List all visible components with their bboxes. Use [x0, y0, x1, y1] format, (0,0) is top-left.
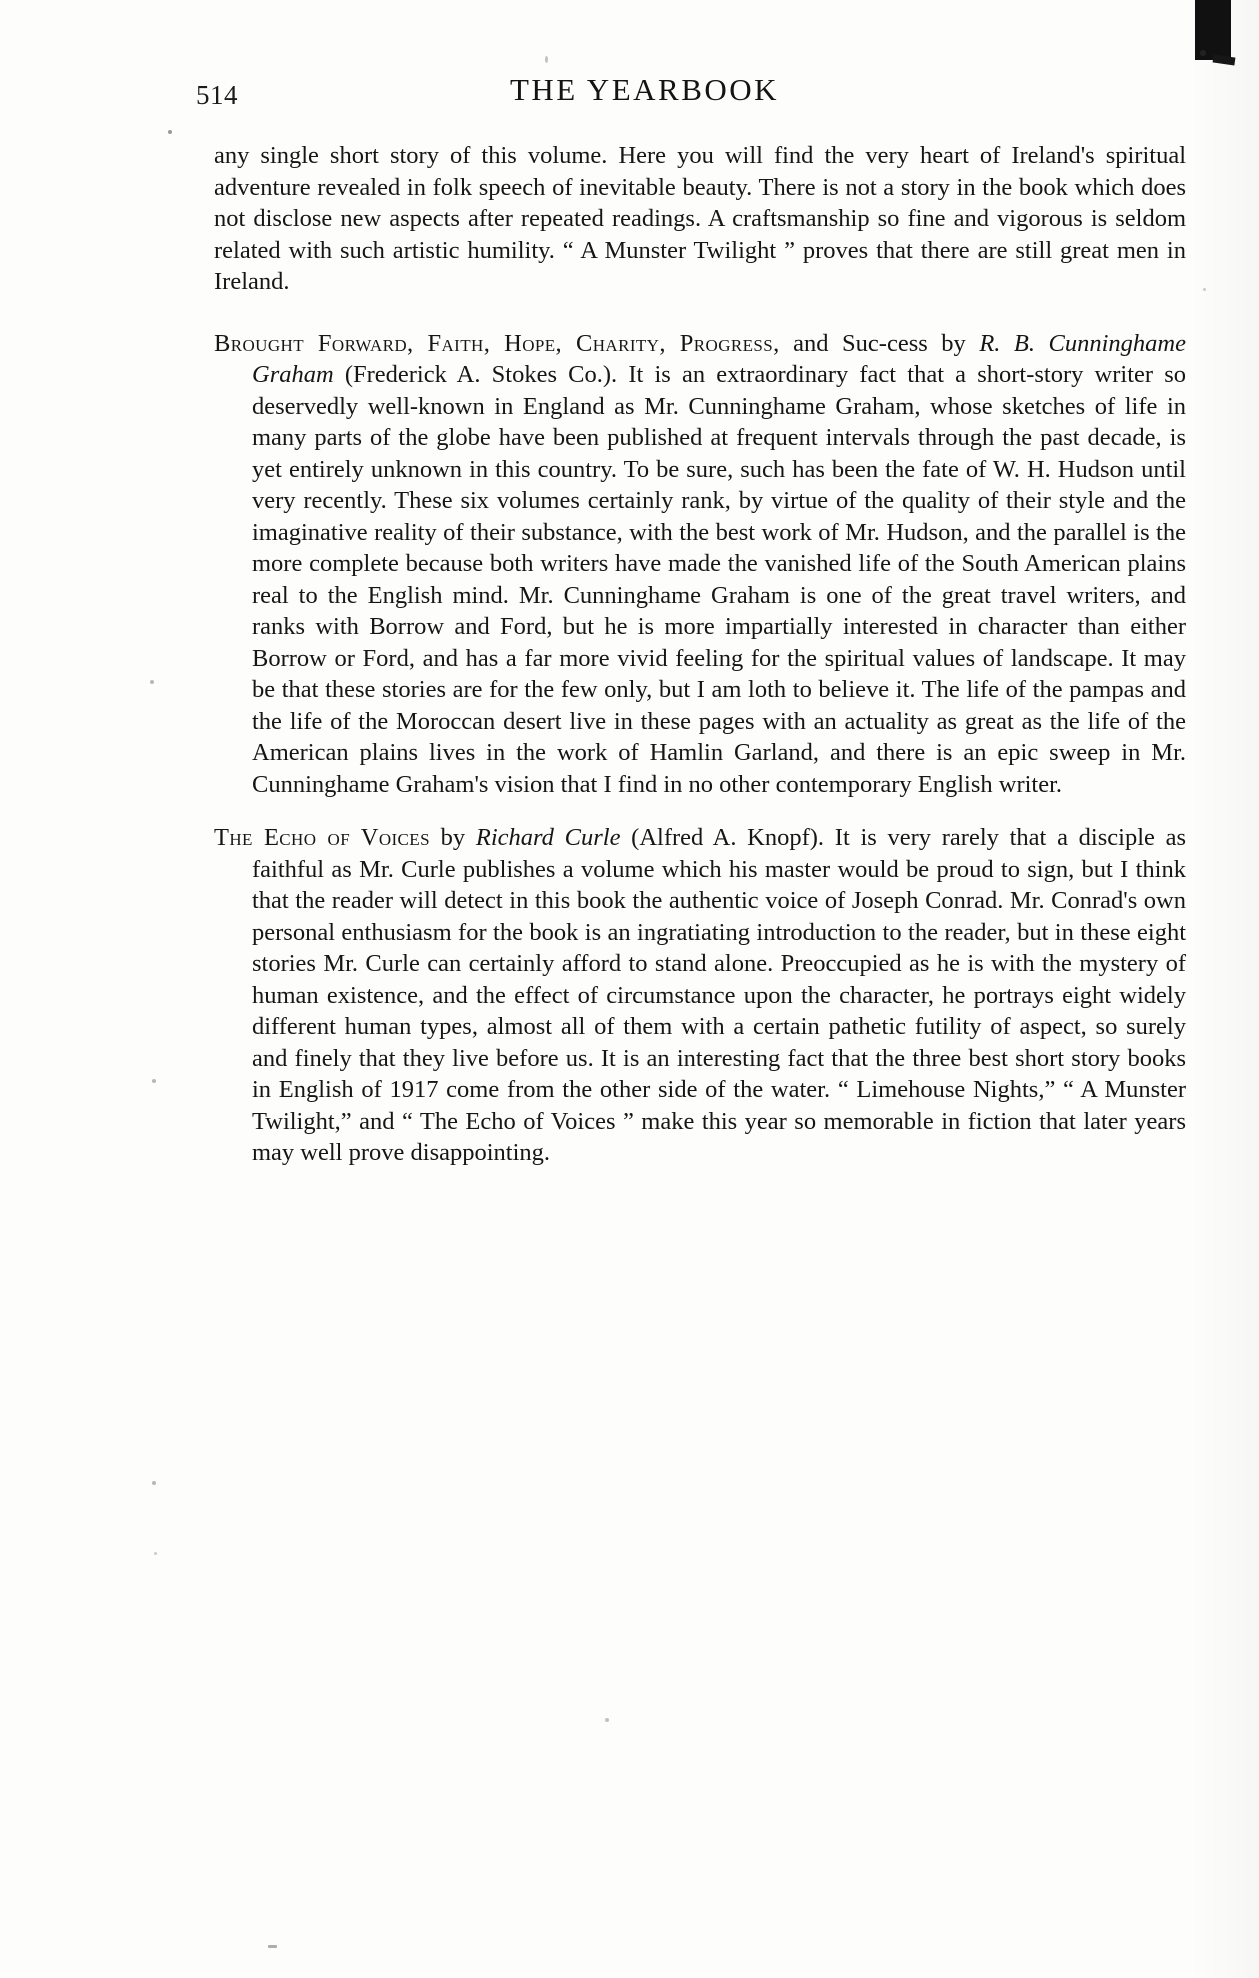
entry-body-text: (Alfred A. Knopf). It is very rarely that a disciple as faithful as Mr. Curle publishes a volume which his master would be proud to sign, but I think that the reader will detect in this book the authentic voice of Joseph Conrad. Mr. Conrad's own personal enthusiasm for the book is an ingratiating introduction to the reader, but in these eight stories Mr. Curle can certainly afford to stand alone. Preoccupied as he is with the mystery of human existence, and the effect of circumstance upon the character, he portrays eight widely different human types, almost all of them with a certain pathetic futility of aspect, so surely and finely that they live before us. It is an interesting fact that the three best short story books in English of 1917 come from the other side of the water. “ Limehouse Nights,” “ A Munster Twilight,” and “ The Echo of Voices ” make this year so memorable in fiction that later years may well prove disappointing.	[252, 824, 1186, 1166]
ink-dot-artifact	[1200, 50, 1206, 56]
ink-tail-artifact	[1213, 55, 1236, 66]
scan-speck	[1203, 288, 1206, 291]
page-edge-shading	[1189, 0, 1259, 1978]
entry-title-tail: by	[429, 824, 476, 851]
body-text-column	[214, 140, 1186, 1191]
entry-body-text: (Frederick A. Stokes Co.). It is an extraordinary fact that a short-story writer so deservedly well-known in England as Mr. Cunninghame Graham, whose sketches of life in many parts of the globe have been published at frequent intervals through the past decade, is yet entirely unknown in this country. To be sure, such has been the fate of W. H. Hudson until very recently. These six volumes certainly rank, by virtue of the quality of their style and the imaginative reality of their substance, with the best work of Mr. Hudson, and the parallel is the more complete because both writers have made the vanished life of the South American plains real to the English mind. Mr. Cunninghame Graham is one of the great travel writers, and ranks with Borrow and Ford, but he is more impartially interested in character than either Borrow or Ford, and has a far more vivid feeling for the spiritual values of landscape. It may be that these stories are for the few only, but I am loth to believe it. The life of the pampas and the life of the Moroccan desert live in these pages with an actuality as great as the life of the American plains lives in the work of Hamlin Garland, and there is an epic sweep in Mr. Cunninghame Graham's vision that I find in no other contemporary English writer.	[252, 361, 1186, 798]
scan-speck	[605, 1718, 609, 1722]
scan-speck	[152, 1079, 156, 1083]
review-entry-echo-of-voices	[214, 822, 1186, 1169]
scan-speck	[168, 130, 172, 134]
entry-title-smallcaps: Brought Forward, Faith, Hope, Charity, Progress,	[214, 329, 780, 357]
review-entry-cunninghame-graham	[214, 328, 1186, 801]
scan-speck	[154, 1552, 157, 1555]
entry-title-smallcaps: The Echo of Voices	[214, 824, 430, 851]
running-head-title: THE YEARBOOK	[509, 72, 780, 107]
scan-speck	[545, 56, 548, 63]
entry-author-italic: R. B. Cunninghame Graham	[252, 329, 1186, 388]
entry-author-italic: Richard Curle	[475, 824, 621, 851]
entry-title-tail: and Suc-cess by	[779, 329, 980, 357]
page-number: 514	[196, 80, 238, 110]
scan-speck	[268, 1945, 277, 1948]
paragraph-continuation: any single short story of this volume. Here you will find the very heart of Ireland's spiritual adventure revealed in folk speech of inevitable beauty. There is not a story in the book which does not disclose new aspects after repeated readings. A craftsmanship so fine and vigorous is seldom related with such artistic humility. “ A Munster Twilight ” proves that there are still great men in Ireland.	[214, 142, 1186, 295]
scan-speck	[152, 1481, 156, 1485]
scan-speck	[150, 680, 154, 684]
